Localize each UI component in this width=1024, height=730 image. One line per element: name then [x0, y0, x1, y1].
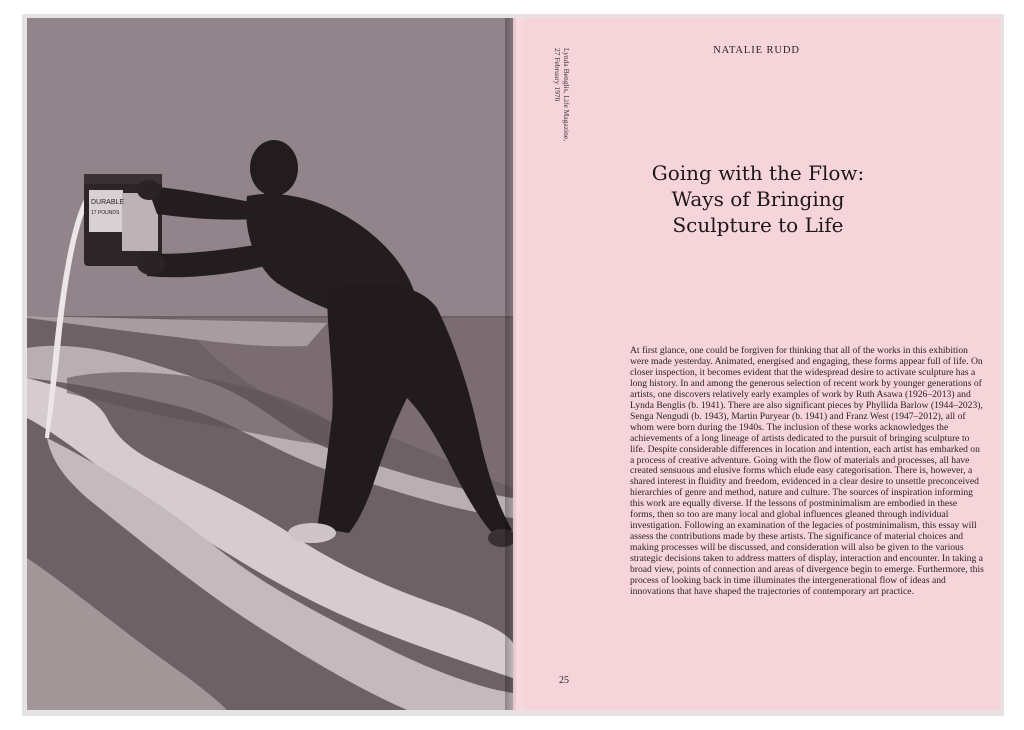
- page-number: 25: [559, 675, 569, 686]
- bucket-sublabel: 17 POUNDS: [91, 210, 120, 216]
- bucket-label: DURABLE: [91, 199, 125, 206]
- caption-line-2: 27 February 1970: [553, 48, 562, 102]
- photo-caption: [551, 48, 571, 158]
- caption-line-1: Lynda Benglis, Life Magazine,: [562, 48, 571, 142]
- author-name: NATALIE RUDD: [713, 45, 800, 56]
- title-line-3: Sculpture to Life: [672, 213, 844, 237]
- right-page: [513, 18, 1000, 710]
- essay-body: At first glance, one could be forgiven for thinking that all of the works in this exhibition were made yesterday. Animated, energised and engaging, these forms appear full of life. On closer inspection, it becomes evident that the widespread desire to activate sculpture has a long history. In and among the generous selection of recent work by younger generations of artists, one discovers relatively early examples of work by Ruth Asawa (1926–2013) and Lynda Benglis (b. 1941). There are also significant pieces by Phyllida Barlow (1944–2023), Senga Nengudi (b. 1943), Martin Puryear (b. 1941) and Franz West (1947–2012), all of whom were born during the 1940s. The inclusion of these works acknowledges the achievements of a long lineage of artists dedicated to the pursuit of bringing sculpture to life. Despite considerable differences in location and intention, each artist has embarked on a process of creative adventure. Going with the flow of materials and processes, all have created sensuous and elusive forms which elude easy categorisation. There is, however, a shared interest in fluidity and freedom, evidenced in a clear desire to unsettle preconceived hierarchies of genre and method, nature and culture. The sources of inspiration informing this work are equally diverse. If the lessons of postminimalism are embodied in these forms, then so too are many local and global influences gleaned through individual investigation. Following an examination of the legacies of postminimalism, this essay will assess the contributions made by these artists. The significance of material choices and making processes will be discussed, and consideration will also be given to the various strategic decisions taken to address matters of display, interaction and encounter. In taking a broad view, points of connection and areas of divergence begin to emerge. Furthermore, this process of looking back in time illuminates the intergenerational flow of ideas and innovations that have shaped the trajectories of contemporary art practice.: [630, 345, 984, 597]
- left-page-photo: [27, 18, 513, 710]
- title-line-2: Ways of Bringing: [671, 187, 845, 211]
- essay-title: [573, 160, 943, 238]
- artist-pouring-paint-photo: [27, 18, 513, 710]
- title-line-1: Going with the Flow:: [651, 161, 865, 185]
